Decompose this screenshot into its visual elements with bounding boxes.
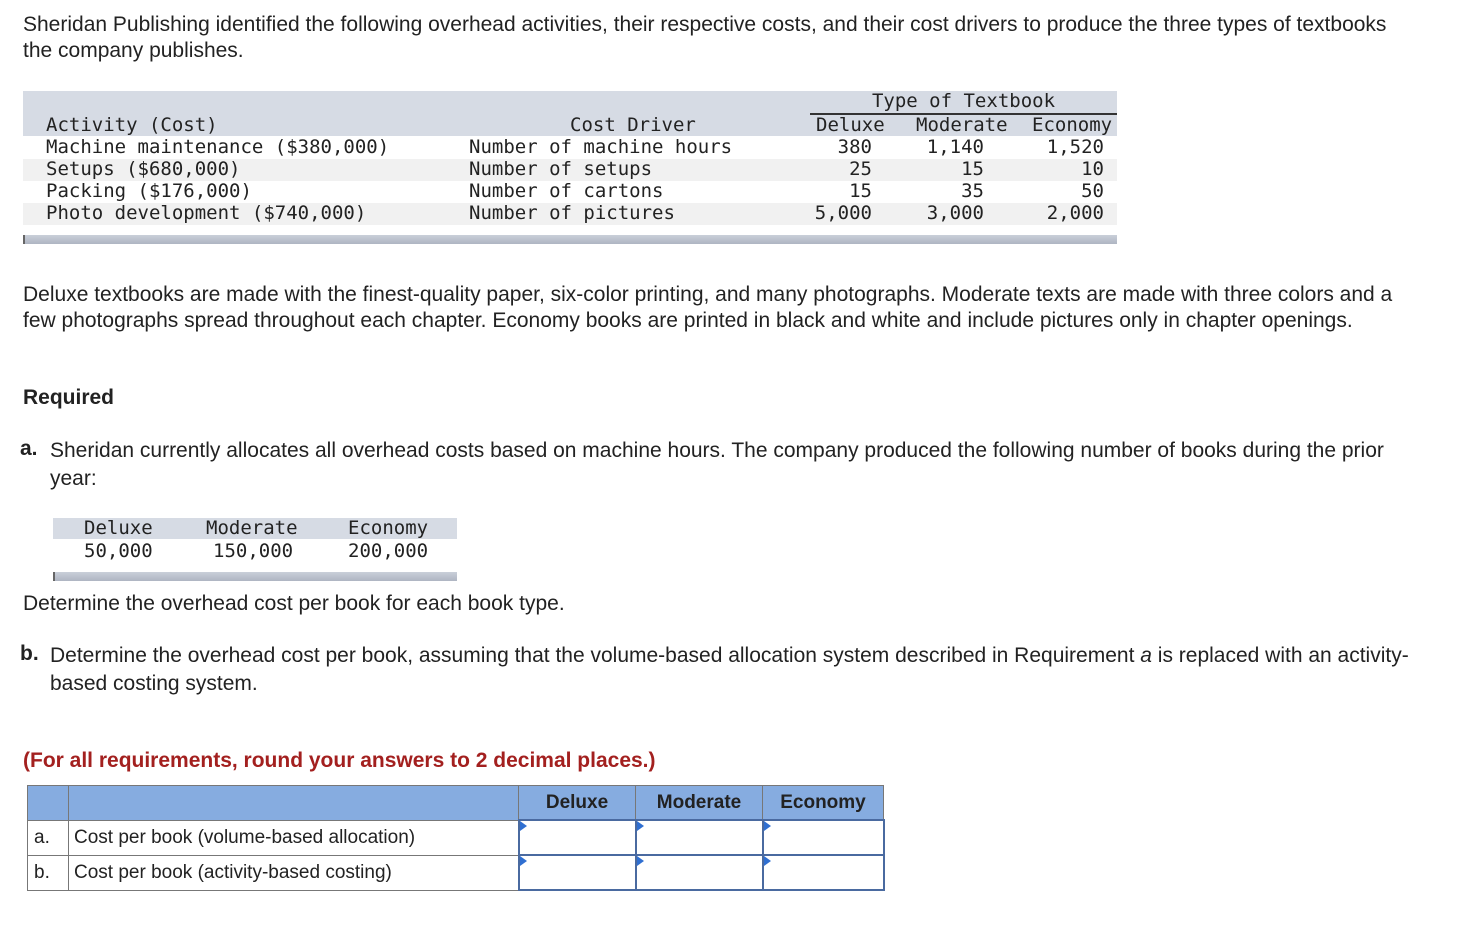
input-marker-icon: [520, 856, 527, 866]
answer-input-field[interactable]: [520, 821, 635, 854]
books-header-economy: Economy: [348, 517, 429, 539]
books-value-moderate: 150,000: [213, 540, 294, 562]
driver-cell: Number of cartons: [469, 180, 664, 202]
rounding-note: (For all requirements, round your answers to 2 decimal places.): [23, 749, 656, 772]
answer-header-blank: [28, 786, 69, 821]
answer-input-a-economy[interactable]: [763, 820, 884, 855]
moderate-cell: 1,140: [926, 136, 984, 158]
answer-input-field[interactable]: [637, 856, 762, 889]
activity-cell: Packing ($176,000): [46, 180, 252, 202]
req-b-text: [50, 642, 1430, 698]
deluxe-cell: 5,000: [814, 202, 872, 224]
economy-cell: 1,520: [1046, 136, 1104, 158]
input-marker-icon: [637, 856, 644, 866]
answer-input-a-deluxe[interactable]: [519, 820, 636, 855]
answer-input-field[interactable]: [520, 856, 635, 889]
req-b-text-before: Determine the overhead cost per book, assuming that the volume-based allocation system described in Requirement: [50, 644, 1141, 667]
answer-input-field[interactable]: [637, 821, 762, 854]
economy-cell: 2,000: [1046, 202, 1104, 224]
col-header-driver: Cost Driver: [570, 114, 696, 136]
req-a-followup: Determine the overhead cost per book for each book type.: [23, 592, 565, 615]
economy-cell: 10: [1081, 158, 1104, 180]
answer-header-moderate: Moderate: [636, 786, 763, 821]
answer-row-marker: a.: [28, 820, 69, 855]
req-a-marker: a.: [20, 437, 38, 460]
activity-cell: Photo development ($740,000): [46, 202, 367, 224]
activity-cell: Setups ($680,000): [46, 158, 241, 180]
answer-input-field[interactable]: [764, 856, 883, 889]
books-table-footer-bar: [53, 572, 457, 581]
answer-input-b-economy[interactable]: [763, 855, 884, 890]
answer-input-b-moderate[interactable]: [636, 855, 763, 890]
col-header-deluxe: Deluxe: [816, 114, 885, 136]
answer-row: [28, 855, 884, 890]
books-header-deluxe: Deluxe: [84, 517, 153, 539]
answer-row-label: Cost per book (volume-based allocation): [69, 820, 519, 855]
driver-cell: Number of setups: [469, 158, 653, 180]
input-marker-icon: [520, 821, 527, 831]
economy-cell: 50: [1081, 180, 1104, 202]
answer-table: [27, 785, 885, 891]
req-a-text: Sheridan currently allocates all overhead costs based on machine hours. The company produced the following number of books during the prior year:: [50, 439, 1384, 490]
answer-header-row: [28, 786, 884, 821]
intro-text: Sheridan Publishing identified the following overhead activities, their respective costs, and their cost drivers to produce the three types of textbooks the company publishes.: [23, 13, 1387, 62]
input-marker-icon: [764, 821, 771, 831]
answer-row-label: Cost per book (activity-based costing): [69, 855, 519, 890]
col-header-activity: Activity (Cost): [46, 114, 218, 136]
deluxe-cell: 25: [849, 158, 872, 180]
books-value-deluxe: 50,000: [84, 540, 153, 562]
input-marker-icon: [764, 856, 771, 866]
col-header-economy: Economy: [1032, 114, 1113, 136]
driver-cell: Number of pictures: [469, 202, 675, 224]
answer-row: [28, 820, 884, 855]
answer-header-economy: Economy: [763, 786, 884, 821]
input-marker-icon: [637, 821, 644, 831]
answer-input-b-deluxe[interactable]: [519, 855, 636, 890]
answer-header-deluxe: Deluxe: [519, 786, 636, 821]
deluxe-cell: 15: [849, 180, 872, 202]
description-text: Deluxe textbooks are made with the finest-quality paper, six-color printing, and many photographs. Moderate texts are made with three colors and a few photographs spread throughout each chapter. Economy books are printed in black and white and include pictures only in chapter openings.: [23, 283, 1393, 332]
deluxe-cell: 380: [837, 136, 872, 158]
books-header-moderate: Moderate: [206, 517, 298, 539]
req-b-text-after: is replaced with an activity-based costing system.: [50, 644, 1409, 695]
req-b-text-italic: a: [1140, 644, 1152, 667]
col-header-moderate: Moderate: [916, 114, 1008, 136]
req-b-marker: b.: [20, 642, 39, 665]
answer-input-field[interactable]: [764, 821, 883, 854]
moderate-cell: 35: [961, 180, 984, 202]
answer-input-a-moderate[interactable]: [636, 820, 763, 855]
group-header: Type of Textbook: [871, 90, 1056, 112]
answer-row-marker: b.: [28, 855, 69, 890]
answer-header-blank: [69, 786, 519, 821]
driver-cell: Number of machine hours: [469, 136, 733, 158]
activity-table-footer-bar: [23, 235, 1117, 244]
books-value-economy: 200,000: [348, 540, 429, 562]
moderate-cell: 15: [961, 158, 984, 180]
moderate-cell: 3,000: [926, 202, 984, 224]
required-heading: Required: [23, 386, 115, 409]
activity-cell: Machine maintenance ($380,000): [46, 136, 390, 158]
